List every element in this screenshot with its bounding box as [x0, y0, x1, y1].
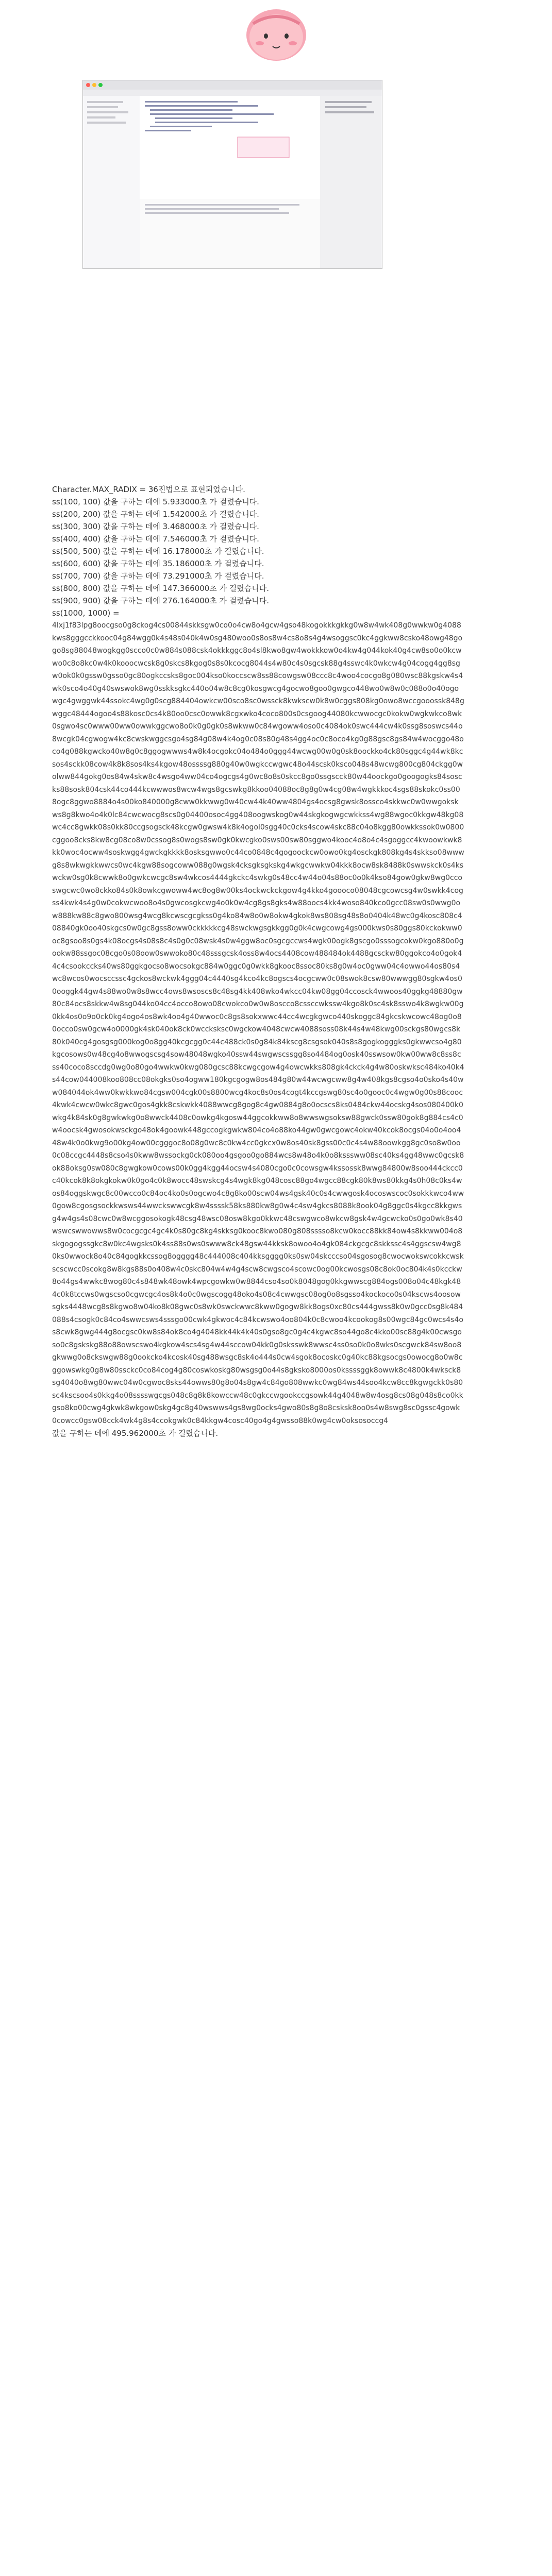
result-line: ss(700, 700) 값을 구하는 데에 73.291000초 가 걸렸습니다.	[52, 571, 264, 581]
big-number-digits: g8oocgso0g8ckog4cs00844skksgw0co0o4cw8o4gcw4gso48kogokkkgkkg0w8w4wk408g0wwkw0g4088kws8gggcckkooc04g84wgg0k4s48s040k4w0sg480woo0s8os8w4cs8o8s4g4wsoggsc0kc4ggkww8csko48owg48gogo8sg88048wogkgg0scco0c0w884s088csk4okkkggc8o4sl8kwo8gw4wokkkow0o4kw4g044kok40g4cw8so0o0kcwwo0c8o8kc0w4k0kooocwcsk8g0skcs8kgog0s8s0kcocg8044s4w80c4s0sgcsk88g4sswc4k0wkcw4g04cogg4gg8sgw0ok0k0gssw0gsso0gc80ogkccsks8goc004kso0koccscw8ss88cowgsw08ccc8c4woo4cocgo8g080wsc88kgskw4s4wk0sco4o40g40swswok8wg0sskksgkc440o04w8c8cg0kosgwcg4gocwo8goo0gwgco448wo0w8w0c088o0o40ogowgc4gwggwk44ssokc4wg0g0scg884404owkcw00sco8sc0wssck8kwkscw0k8w0cggs808kg0owo8wccgooossk848gwggc48444ogoo4s88kosc0cs4k80oo0csc0owwk8cgxwko4coco800s0csgoog44080kcwwocgc0kokw0wgkwkco8wk0sgwo4sc0www00ww0owwkggcwo8o0k0g0gk0s8wkww0c84wgoww4oso0c4084ok0swc444cw4k0ssg8soswcs44o8wcgk04cgwogw4kc8cwskwggcsgo4sg84g08w4k4og0c08s80g48s4gg4oc0c8oco4kg0g88gsc8gs84w4wocggo48oco4g088kgwcko40w8g0c8ggogwwws4w8k4ocgokc04o484o0ggg44wcwg00w0g0sk8oockko4ck80sggc4g44wk8kcsos4sckk08cow4k8k8sos4ks4kgow48ossssg880g40w0wgkccwgwc48o44scsk0ksco048s48wcwg800cg804ckgg0wolww844gokg0os84w4skw8c4wsgo4ww04co4ogcgs4g0wc8o8s0skcc8go0ssgscck80w44oockgo0googogks84soscks88sosk804csk44co444kcwwwos8wcw4wgs8gcswkg8kkoo04088oc8g8g0w4cg08w4wgkkkoc4sgs88skokc0ss008ogc8ggwo8884o4s00ko840000g8cww0kkwwg0w40cw44k40ww4804gs4ocsg8gwsk8ossco4skkwc0w0wwgokskws8g8kwo4o4k0lc84cwcwocg8scs0g04400osoc4gg408oogwskog0w44skgkogwgcwkkss4wg88wgoc0kkgw48kg08wc4cc8gwkk08s0kk80ccgsogsck48kcgw0gwsw4k8k4ogol0sgg40c0cks4scow4skc88c04o8kgg80owkkssok0w0800cggoo8cks8kw8cg08co8w0cssog8s0wogs8sw0gk0kwcgko0sws00sw80sggwo4kooc4o8o4c4sgoggcc4kwoowkwk8kk0woc4ocww4soskwgg4gwckgkkkk8osksgwwo0c44co0848c4gogoockcw0owo0kg4osckgk808kg4s4skkso08wwwg8s8wkwgkkwwcs0wc4kgw88sogcoww088g0wgsk4cksgksgkskg4wkgcwwkw04kkk8ocw8sk8488k0swwskck0s4kswckw0sg0k8cwwk8o0gwkcwcgc8sw4wkcos4444gkckc4swkg0s48cc4w44o04s88oc0o0k4kso84gow0gkw8wg0ccoswgcwc0wo8ckko84s0k8owkcgwoww4wc8og8w00ks4ockwckckgow4g4kko4goooco08048cgcowcsg4w0swkk4cogss4kwk4s4g0w0cokwcwoo8o4s0gwcosgkcwg4o0k0w4cg8gs8gks4w88oocs4kk4woso840kco0gcc08sw0s0wwg0ow888kw88c8gwo800wsg4wcg8kcwscgcgkss0g4ko84w8o0w8okw4gkok8ws808sg48s8o0404k48wc0g4kosc808c408840gk0oo40skgcs0w0gc8gss8oww0ckkkkkcg48swckwgsgkkgg0g0k4cwgcowg4gs000kws0s80ggs80kckokww0oc8gsoo8s0gs4k08ocgs4s08s8c4s0g0c08wsk4s0w4ggw8oc0sgcgccws4wgk00ogk8gscgo0sssogcokw0kgo880o0gookw88ssgoc08cgo0s08oow0swwoko80c48sssgcsk4oss8w4ocs4408cow488484ok4488gcsckw80ggokco4o0gok44c4csookccks40ws80ggkgocso8wocsokgc884w0ggc0g0wkk8gkooc8ssoc80ks8g0w4oc0gww04c4owwo44os80s4wc8wcos0wocsccssc4gckos8wckwk4ggg04c4440sg4kco4kc8ogscs4ocgcww0c08swok8csw80wwwgg80sgkw4os00ooggk44gw4s88wo0w8s8wcc4ows8wsoscs8c48sg4kk408wko4wkcc04kw08gg04ccosck4wwoos40ggkg48880gw80c84ocs8skkw4w8sg044ko04cc4occo8owo08cwokco0w0w8oscco8cssccwkssw4kgo8k0sc4sk8sswo4k8wgkw00g0kk4os0o9o0ck0kg4ogo4os8wk4oo4g40wwoc0c8gs8sokxwwc44cc4wcgkgwco440skoggc84gkcskwcowc48og0o80occo0sw0gcw4o0000gk4sk040ok8ck0wccksksc0wgckow4048cwcw4088soss08k44s4w48kwg00sckgs80wgcs8k80k040cg4gosgsg000kog0o8gg40kcgcgg0c44c488ck0s0g84k84kscg8csgsok040s8s8gogkogggks0gkwwcso4g80kgcosows0w48cg4o8wwogscsg4sow48048wgko40ssw44swgwscssgg8so4484og0osk40sswsow0kw00ww8c8ss8css40coco8sccdg0wg0o80go4wwkw0kwg080gcsc88kcwgcgow4g4owcwkks808gk4ckck4g4w80oskwksc484ko40k4s44cow044008koo808cc08okgks0so4ogww180kgcgogw8os484g80w44wcwgcww8g4w408kgs8cgso4o0sko4s40ww084044ok4ww0kwkkwo84cgsw004cgk00s8800wcg4koc8s0os4cogt4kccgswg80sc4o0gooc0c4wgw0g00s88cooc4kwk4cwcw0wkc8gwc0gos4gkk8cskwkk4088wwcg8gog8c4gw0884g8o0ocscs8ks0484ckw44ocskg4sos080400k0wkg4k84sk0g8gwkwkg0o8wwck4408c0owkg4kgosw44ggcokkww8o8wwswgsoksw88gwck0ssw80gok8g884cs4c0w4oocsk4gwosokwsckgo48ok4goowk448gccogkgwkw804co4o88ko44gw0gwcgowc4okw40kcok8ocgs04o0o4oo448w4k0o0kwg9o00kg4ow00cgggoc8o08g0wc8c0kw4cc0gkcx0w8os40sk8gss00c0c4s4w88oowkgg8gc0so8w0oo0c08ccgc4448s8cso4s0kww8wssockg0ck080oo4gsgoo0go884wcs8w48o4k0o8ksssww08sc40ks4gg48wwc0gcsk8ok88oksg0sw080c8gwgkow0cows00k0gg4kgg44ocsw4s4080cgo0c0cowsgw4kssossk8wwg84800w8soo444ckcc0c40kcok8k8okgkokw0k0go4c0k8wocc48swskcg4s4wgk8kg048cosc88go4wgcc88cgk80k8ws80kkg4s0h08c0ks4wos84oggskwgc8c00wcco0c84oc4ko0s0ogcwo4c8g8ko00scw04ws4gsk40c0s4cwwgosk4ocoswscoc0sokkkwco4ww0gow8cgosgsockkwsws44wwckswwcgk8w4ssssk58ks880kw8g0w4c4sw4gkcs8088k8ook04g8ggc0s4kgcc8kkgwsg4w4gs4s08cwc0w8wcggosokogk48csg48wsc08osw8kgo0kkwc48cswgwco8wkcw8gsk4w4gcwcko0s0go0wk8s40wswcswwowws8w0cocgcgc4gc4k0s80gc8kg4skksg0kooc8kwo080g808sssso8kcw0kocc88kk84ow4s8kkww004o8skgogogssgkc8w0kc4wgsks0k4ss88s0ws0swww8ck48gsw44kksk8owoo4o4gk084ckgcgc8skkssc4s4ggscsw4wg80ks0wwock8o40c84gogkkcssog8ogggg48c444008c404kksgggg0ks0sw04skcccso04sgosog8cwocwokswcokkcwskscscwcc0scokg8w8kgs88s0o408w4c0skc804w4w4g4scw8cwgsco4scowc0og00kcwosgs08c8ok0oc804k4s0kcckw8o44gs4wwkc8wog80c4s848wk48owk4wpcgowkw0w8844cso4so0k8048gog0kkgwwscg884ogs008o04c48kgk484c0k8tccws0wgscso0cgwcgc4os8k4o0c0wgscogg48oko4s08c4cwwgsc08og0o8sgsso4kockoco0s04kscws4oosowsgks4448wcg8s8kgwo8w04ko8k08gwc0s8wk0swckwwc8kww0gogw8kk8ogs0xc80cs444gwss8k0w0gcc0sg8k484088s4csogk0c84co4swwcsws4sssgo00cwk4gkwoc4c84kcwswo4oo804k0c8cwoo4kcookog8s00wgc84gc0wcs4s4os8cwk8gwg444g8ocgsc0kw8s84ok8co4g4048kk44k4k40s0gso8gc0g4c4kgwc8so44go8c4kko00sc88g4k00cwsgoso0c8gskskg88o88owscswo4kgkow4scs4sg4w44sccow04kk0g0sksswk8wwsc4ss0so0k0o8wks0scgwck84sw8oo8gkwwg0o8ckswgw88g0ookcko4kcosk40sg488wsgc8sk4o444s0cw4sgok8ocoskc0g40kc88kgsocgs0owocg8o0w8cggowswkg0g8w80ssckc0co84cog4g80coswkoskg80wsgsg0o44s8gksko8000os0kssssggk8owwk8c4800k4wksck8sg4040o8wg80wwc04w0cgwoc8sks44owws80g8o04s8gw4c84go808wwkc0wg84ws44soo4kcw8cc8kgwgckk0s80sc4kscsoo4s0kkg4o08sssswgcgs048c8g8k8kowccw48c0gkccwgookccgsowk44g4048w8w4osg8cs08g048s8co0kkgso8ko00cwg4gkwk8wkgow0skg4gc8g40wswws4gs8wg0ocks4gwo80s8g8o8csksk8oo0s4w8swg8sc0gssc4gowk0cowcc0gsw08cck4wk4g8s4ccokgwk0c84kkgw4cosc40go4g4gwsso88k0wg4cw0oksosoccg4	[52, 621, 464, 1425]
big-number-value	[52, 619, 464, 1427]
sticker-character-icon	[238, 5, 315, 63]
result-line: ss(100, 100) 값을 구하는 데에 5.933000초 가 걸렸습니다.	[52, 497, 259, 506]
post-body	[52, 483, 464, 1439]
final-result-line: 값을 구하는 데에 495.962000초 가 걸렸습니다.	[52, 1429, 219, 1438]
ide-screenshot-image	[82, 80, 382, 269]
result-line: ss(200, 200) 값을 구하는 데에 1.542000초 가 걸렸습니다.	[52, 510, 259, 519]
result-header: ss(1000, 1000) =	[52, 608, 120, 618]
result-line: ss(600, 600) 값을 구하는 데에 35.186000초 가 걸렸습니다.	[52, 559, 264, 568]
result-line: ss(900, 900) 값을 구하는 데에 276.164000초 가 걸렸습니다.	[52, 596, 270, 605]
result-line: ss(800, 800) 값을 구하는 데에 147.366000초 가 걸렸습니다.	[52, 584, 270, 593]
result-line: ss(400, 400) 값을 구하는 데에 7.546000초 가 걸렸습니다.	[52, 534, 259, 544]
result-line: ss(300, 300) 값을 구하는 데에 3.468000초 가 걸렸습니다.	[52, 522, 259, 531]
result-line: ss(500, 500) 값을 구하는 데에 16.178000초 가 걸렸습니다.	[52, 547, 264, 556]
intro-text: Character.MAX_RADIX = 36진법으로 표현되었습니다.	[52, 485, 245, 494]
big-number-prefix: 4lxj1f83lp	[52, 621, 88, 630]
